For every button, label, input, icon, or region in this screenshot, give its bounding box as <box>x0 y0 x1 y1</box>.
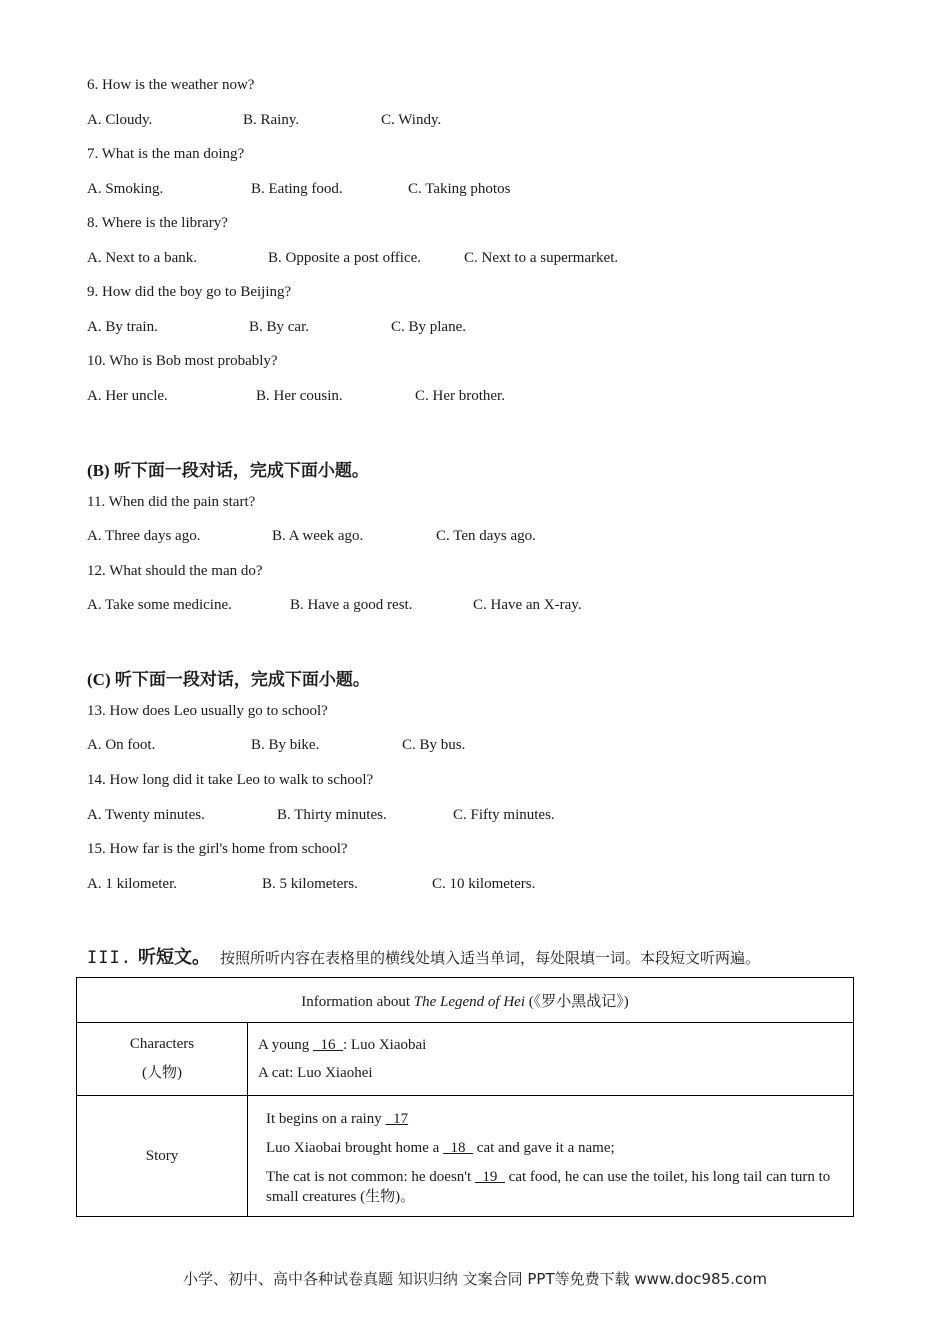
story-label: Story <box>77 1096 248 1217</box>
option-7c: C. Taking photos <box>408 181 511 197</box>
question-10: 10. Who is Bob most probably? <box>87 353 278 369</box>
character-line-2: A cat: Luo Xiaohei <box>258 1065 373 1081</box>
option-9a: A. By train. <box>87 319 158 335</box>
question-6: 6. How is the weather now? <box>87 77 255 93</box>
blank-18: 18 <box>443 1140 474 1156</box>
info-table <box>76 977 854 1217</box>
option-6b: B. Rainy. <box>243 112 300 128</box>
option-8c: C. Next to a supermarket. <box>464 250 619 266</box>
option-8b: B. Opposite a post office. <box>268 250 422 266</box>
option-15b: B. 5 kilometers. <box>262 876 358 892</box>
option-15a: A. 1 kilometer. <box>87 876 177 892</box>
question-9: 9. How did the boy go to Beijing? <box>87 284 292 300</box>
characters-label-cell <box>77 1023 248 1096</box>
section-3-heading <box>87 943 760 969</box>
table-title-prefix: Information about <box>301 993 414 1010</box>
story-line-3-pre: The cat is not common: he doesn't <box>266 1169 475 1185</box>
story-line-2-pre: Luo Xiaobai brought home a <box>266 1140 444 1156</box>
character-line-1-pre: A young <box>258 1037 314 1053</box>
option-10a: A. Her uncle. <box>87 388 168 404</box>
question-11: 11. When did the pain start? <box>87 494 256 510</box>
section-3-number: III. <box>87 948 132 968</box>
section-b-heading: (B) 听下面一段对话，完成下面小题。 <box>87 461 369 480</box>
section-3-title: 听短文。 <box>137 947 210 967</box>
option-7a: A. Smoking. <box>87 181 164 197</box>
table-title-italic: The Legend of Hei <box>413 993 525 1010</box>
story-line-3-post: cat food, he can use the toilet, his long tail can turn to small creatures (生物)。 <box>266 1169 831 1205</box>
section-3-instruction: 按照所听内容在表格里的横线处填入适当单词，每处限填一词。本段短文听两遍。 <box>219 951 760 967</box>
blank-17: 17 <box>385 1111 409 1127</box>
option-14b: B. Thirty minutes. <box>277 807 387 823</box>
option-6a: A. Cloudy. <box>87 112 153 128</box>
option-10b: B. Her cousin. <box>256 388 343 404</box>
option-9b: B. By car. <box>249 319 309 335</box>
option-13a: A. On foot. <box>87 737 156 753</box>
option-8a: A. Next to a bank. <box>87 250 197 266</box>
option-12b: B. Have a good rest. <box>290 597 413 613</box>
question-7: 7. What is the man doing? <box>87 146 245 162</box>
story-content <box>248 1096 854 1217</box>
option-11b: B. A week ago. <box>272 528 364 544</box>
option-14a: A. Twenty minutes. <box>87 807 205 823</box>
story-line-2 <box>266 1134 835 1163</box>
option-9c: C. By plane. <box>391 319 466 335</box>
option-13c: C. By bus. <box>402 737 466 753</box>
option-11a: A. Three days ago. <box>87 528 201 544</box>
option-10c: C. Her brother. <box>415 388 505 404</box>
section-c-heading: (C) 听下面一段对话，完成下面小题。 <box>87 670 370 689</box>
option-7b: B. Eating food. <box>251 181 343 197</box>
option-15c: C. 10 kilometers. <box>432 876 536 892</box>
story-line-3 <box>266 1167 835 1207</box>
option-11c: C. Ten days ago. <box>436 528 536 544</box>
option-12a: A. Take some medicine. <box>87 597 232 613</box>
question-14: 14. How long did it take Leo to walk to school? <box>87 772 374 788</box>
characters-content <box>248 1023 854 1096</box>
story-line-2-post: cat and gave it a name; <box>473 1140 615 1156</box>
blank-16: 16 <box>313 1037 344 1053</box>
option-12c: C. Have an X-ray. <box>473 597 582 613</box>
character-line-1 <box>258 1031 843 1059</box>
story-line-1 <box>266 1105 835 1134</box>
option-6c: C. Windy. <box>381 112 442 128</box>
question-12: 12. What should the man do? <box>87 563 263 579</box>
table-title-suffix: (《罗小黑战记》) <box>524 993 629 1010</box>
question-8: 8. Where is the library? <box>87 215 228 231</box>
question-13: 13. How does Leo usually go to school? <box>87 703 328 719</box>
blank-19: 19 <box>474 1169 505 1185</box>
characters-label: Characters <box>129 1036 195 1052</box>
option-14c: C. Fifty minutes. <box>453 807 555 823</box>
characters-label-cn: (人物) <box>142 1065 182 1081</box>
footer-text: 小学、初中、高中各种试卷真题 知识归纳 文案合同 PPT等免费下载 www.doc985.com <box>183 1270 767 1288</box>
character-line-1-post: : Luo Xiaobai <box>343 1037 427 1053</box>
table-title <box>77 978 854 1023</box>
question-15: 15. How far is the girl's home from school? <box>87 841 348 857</box>
option-13b: B. By bike. <box>251 737 320 753</box>
story-line-1-pre: It begins on a rainy <box>266 1111 386 1127</box>
